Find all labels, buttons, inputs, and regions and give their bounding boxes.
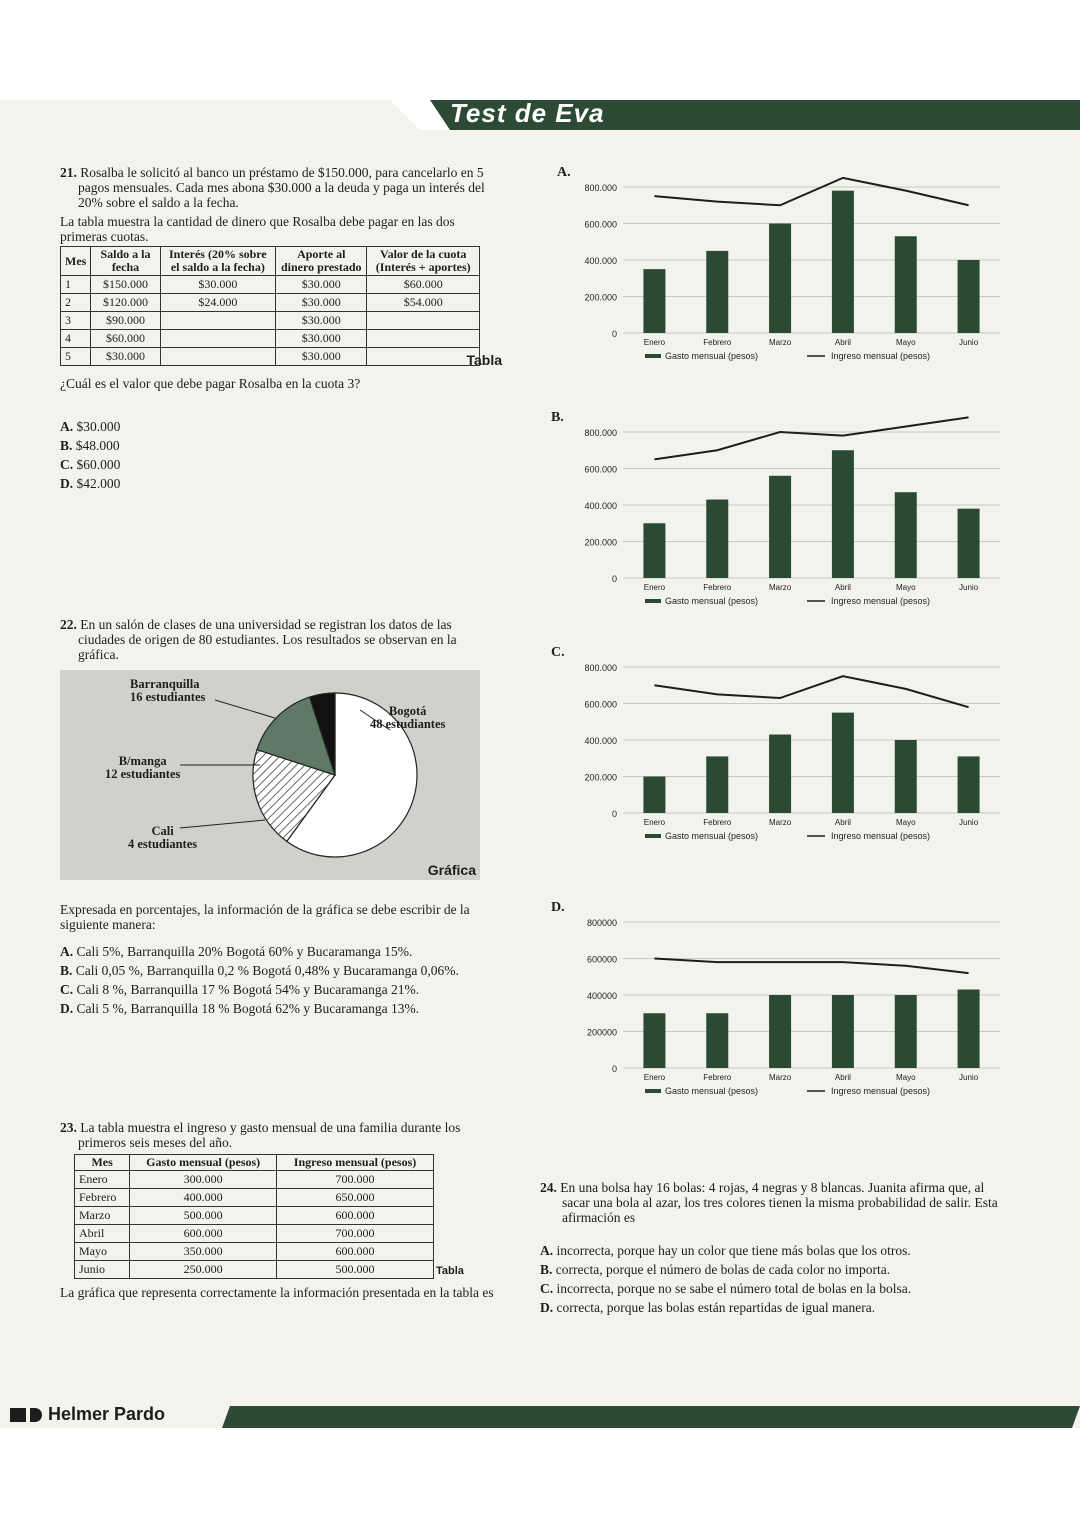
table-cell bbox=[367, 348, 480, 366]
brand-icon bbox=[10, 1408, 26, 1422]
table-row bbox=[75, 1207, 434, 1225]
question-number: 21. bbox=[60, 165, 77, 180]
table-cell: 400.000 bbox=[130, 1189, 277, 1207]
table-cell: $24.000 bbox=[160, 294, 275, 312]
option-letter: B. bbox=[60, 438, 73, 453]
x-tick-label: Abril bbox=[834, 1073, 851, 1082]
chart-option-letter: C. bbox=[551, 645, 565, 660]
table-row bbox=[75, 1243, 434, 1261]
table-cell: 250.000 bbox=[130, 1261, 277, 1279]
answer-option[interactable] bbox=[60, 982, 500, 997]
x-tick-label: Junio bbox=[959, 583, 979, 592]
answer-option[interactable] bbox=[540, 1262, 1010, 1277]
bar-line-chart bbox=[545, 410, 1015, 660]
table-cell: 4 bbox=[61, 330, 91, 348]
table-cell: Mayo bbox=[75, 1243, 130, 1261]
question-number: 23. bbox=[60, 1120, 77, 1135]
question-prompt: Expresada en porcentajes, la información de la gráfica se debe escribir de la siguiente manera: bbox=[60, 902, 470, 932]
table-cell: Junio bbox=[75, 1261, 130, 1279]
y-tick-label: 600.000 bbox=[584, 464, 617, 475]
answer-option[interactable] bbox=[60, 476, 500, 491]
bar bbox=[643, 523, 665, 578]
bar bbox=[643, 269, 665, 333]
legend-label: Ingreso mensual (pesos) bbox=[831, 831, 931, 841]
y-tick-label: 200000 bbox=[586, 1027, 617, 1038]
answer-chart-a[interactable] bbox=[545, 165, 1015, 415]
bar bbox=[832, 713, 854, 813]
y-tick-label: 800000 bbox=[586, 918, 617, 928]
pie-label-bogota: Bogotá 48 estudiantes bbox=[370, 704, 446, 731]
option-letter: A. bbox=[60, 944, 74, 959]
option-letter: A. bbox=[540, 1243, 554, 1258]
bar-line-chart bbox=[545, 645, 1015, 895]
legend-label: Gasto mensual (pesos) bbox=[665, 351, 759, 361]
option-letter: B. bbox=[540, 1262, 553, 1277]
table-row bbox=[75, 1171, 434, 1189]
table-row bbox=[61, 294, 480, 312]
x-tick-label: Marzo bbox=[768, 1073, 792, 1082]
question-text: En un salón de clases de una universidad se registran los datos de las ciudades de origen de 80 estudiantes. Los resultados se observan en la gráfica. bbox=[78, 617, 457, 662]
question-text: En una bolsa hay 16 bolas: 4 rojas, 4 negras y 8 blancas. Juanita afirma que, al sacar una bola al azar, los tres colores tienen la misma probabilidad de salir. Esta afirmación es bbox=[560, 1180, 998, 1225]
pie-chart-panel bbox=[60, 670, 480, 880]
x-tick-label: Mayo bbox=[895, 338, 916, 347]
y-tick-label: 400.000 bbox=[584, 256, 617, 266]
y-tick-label: 600.000 bbox=[584, 699, 617, 710]
x-tick-label: Enero bbox=[643, 338, 666, 347]
x-tick-label: Enero bbox=[643, 1073, 666, 1082]
answer-option[interactable] bbox=[540, 1300, 1010, 1315]
chart-option-letter: D. bbox=[551, 900, 565, 915]
x-tick-label: Abril bbox=[834, 338, 851, 347]
bar bbox=[958, 756, 980, 813]
x-tick-label: Febrero bbox=[703, 818, 732, 827]
table-cell: $54.000 bbox=[367, 294, 480, 312]
table-row bbox=[75, 1261, 434, 1279]
table-header: Ingreso mensual (pesos) bbox=[277, 1155, 434, 1171]
legend-swatch-bar bbox=[645, 834, 661, 838]
table-cell: $30.000 bbox=[276, 330, 367, 348]
answer-chart-b[interactable] bbox=[545, 410, 1015, 660]
x-tick-label: Abril bbox=[834, 583, 851, 592]
income-line bbox=[654, 417, 968, 459]
table-cell: Febrero bbox=[75, 1189, 130, 1207]
y-tick-label: 800.000 bbox=[584, 183, 617, 193]
answer-option[interactable] bbox=[60, 438, 500, 453]
y-tick-label: 0 bbox=[611, 329, 617, 339]
table-cell: 600.000 bbox=[130, 1225, 277, 1243]
table-cell: 500.000 bbox=[277, 1261, 434, 1279]
bar bbox=[706, 251, 728, 333]
bar bbox=[643, 1013, 665, 1068]
answer-option[interactable] bbox=[60, 963, 500, 978]
x-tick-label: Junio bbox=[959, 338, 979, 347]
table-cell: 600.000 bbox=[277, 1243, 434, 1261]
table-cell: 300.000 bbox=[130, 1171, 277, 1189]
question-number: 24. bbox=[540, 1180, 557, 1195]
answer-option[interactable] bbox=[60, 419, 500, 434]
option-letter: C. bbox=[540, 1281, 554, 1296]
y-tick-label: 400.000 bbox=[584, 501, 617, 511]
x-tick-label: Marzo bbox=[768, 818, 792, 827]
option-letter: A. bbox=[60, 419, 74, 434]
options-list bbox=[540, 1243, 1010, 1315]
question-number: 22. bbox=[60, 617, 77, 632]
table-cell: 700.000 bbox=[277, 1171, 434, 1189]
answer-chart-c[interactable] bbox=[545, 645, 1015, 895]
y-tick-label: 600000 bbox=[586, 954, 617, 965]
option-letter: C. bbox=[60, 457, 74, 472]
table-cell: Marzo bbox=[75, 1207, 130, 1225]
option-text: $60.000 bbox=[76, 457, 121, 472]
option-letter: B. bbox=[60, 963, 73, 978]
table-cell: 500.000 bbox=[130, 1207, 277, 1225]
table-caption: Tabla bbox=[436, 1265, 464, 1277]
table-cell: $30.000 bbox=[276, 348, 367, 366]
bar bbox=[895, 995, 917, 1068]
pie-label-barranquilla: Barranquilla 16 estudiantes bbox=[130, 677, 206, 704]
y-tick-label: 800.000 bbox=[584, 663, 617, 673]
option-text: $30.000 bbox=[76, 419, 121, 434]
bar bbox=[895, 236, 917, 333]
option-text: $42.000 bbox=[76, 476, 121, 491]
option-letter: D. bbox=[60, 1001, 74, 1016]
header-title: Test de Eva bbox=[450, 98, 605, 128]
table-cell: $150.000 bbox=[91, 276, 160, 294]
option-text: incorrecta, porque hay un color que tiene más bolas que los otros. bbox=[556, 1243, 911, 1258]
bar bbox=[958, 509, 980, 578]
table-cell bbox=[367, 330, 480, 348]
answer-option[interactable] bbox=[60, 457, 500, 472]
x-tick-label: Junio bbox=[959, 818, 979, 827]
table-header: Saldo a la fecha bbox=[91, 247, 160, 276]
table-cell: $120.000 bbox=[91, 294, 160, 312]
table-header: Gasto mensual (pesos) bbox=[130, 1155, 277, 1171]
bar bbox=[706, 1013, 728, 1068]
bar-line-chart bbox=[545, 900, 1015, 1150]
legend-swatch-bar bbox=[645, 354, 661, 358]
legend-label: Ingreso mensual (pesos) bbox=[831, 351, 931, 361]
table-cell bbox=[367, 312, 480, 330]
y-tick-label: 200.000 bbox=[584, 292, 617, 303]
answer-chart-d[interactable] bbox=[545, 900, 1015, 1150]
question-22 bbox=[60, 617, 500, 1020]
y-tick-label: 600.000 bbox=[584, 219, 617, 230]
x-tick-label: Marzo bbox=[768, 338, 792, 347]
bar bbox=[832, 191, 854, 333]
pie-leader-line bbox=[215, 700, 275, 718]
x-tick-label: Mayo bbox=[895, 818, 916, 827]
options-list bbox=[60, 944, 500, 1016]
table-cell: $60.000 bbox=[367, 276, 480, 294]
question-prompt: ¿Cuál es el valor que debe pagar Rosalba en la cuota 3? bbox=[60, 376, 361, 391]
bar bbox=[958, 990, 980, 1068]
table-cell bbox=[160, 348, 275, 366]
x-tick-label: Febrero bbox=[703, 1073, 732, 1082]
table-cell: 600.000 bbox=[277, 1207, 434, 1225]
table-caption: Tabla bbox=[466, 352, 502, 368]
y-tick-label: 0 bbox=[611, 574, 617, 584]
legend-label: Ingreso mensual (pesos) bbox=[831, 596, 931, 606]
loan-table bbox=[60, 246, 480, 366]
x-tick-label: Junio bbox=[959, 1073, 979, 1082]
income-line bbox=[654, 178, 968, 205]
table-row bbox=[75, 1189, 434, 1207]
option-text: Cali 8 %, Barranquilla 17 % Bogotá 54% y Bucaramanga 21%. bbox=[76, 982, 420, 997]
x-tick-label: Mayo bbox=[895, 1073, 916, 1082]
bar bbox=[832, 995, 854, 1068]
bar bbox=[958, 260, 980, 333]
x-tick-label: Febrero bbox=[703, 338, 732, 347]
y-tick-label: 400000 bbox=[586, 991, 617, 1001]
brand-icon bbox=[30, 1408, 42, 1422]
bar bbox=[643, 777, 665, 814]
chart-option-letter: A. bbox=[557, 165, 571, 180]
table-row bbox=[61, 312, 480, 330]
table-cell: 3 bbox=[61, 312, 91, 330]
income-table bbox=[74, 1154, 434, 1279]
option-letter: C. bbox=[60, 982, 74, 997]
y-tick-label: 200.000 bbox=[584, 772, 617, 783]
legend-label: Ingreso mensual (pesos) bbox=[831, 1086, 931, 1096]
table-cell: 650.000 bbox=[277, 1189, 434, 1207]
table-row bbox=[75, 1225, 434, 1243]
bar bbox=[769, 995, 791, 1068]
footer-brand: Helmer Pardo bbox=[10, 1404, 165, 1425]
question-prompt: La gráfica que representa correctamente la información presentada en la tabla es bbox=[60, 1285, 494, 1300]
x-tick-label: Abril bbox=[834, 818, 851, 827]
table-row bbox=[61, 348, 480, 366]
question-21 bbox=[60, 165, 500, 495]
footer-bar bbox=[222, 1406, 1080, 1428]
answer-option[interactable] bbox=[60, 944, 500, 959]
y-tick-label: 800.000 bbox=[584, 428, 617, 438]
table-cell: $30.000 bbox=[276, 276, 367, 294]
table-cell: 1 bbox=[61, 276, 91, 294]
income-line bbox=[654, 676, 968, 707]
pie-caption: Gráfica bbox=[427, 862, 476, 878]
chart-option-letter: B. bbox=[551, 410, 564, 425]
y-tick-label: 0 bbox=[611, 809, 617, 819]
table-cell: $30.000 bbox=[160, 276, 275, 294]
bar bbox=[895, 492, 917, 578]
table-header: Mes bbox=[61, 247, 91, 276]
question-24 bbox=[540, 1180, 1010, 1319]
x-tick-label: Enero bbox=[643, 583, 666, 592]
table-cell: Abril bbox=[75, 1225, 130, 1243]
table-row bbox=[61, 276, 480, 294]
y-tick-label: 400.000 bbox=[584, 736, 617, 746]
option-text: correcta, porque las bolas están repartidas de igual manera. bbox=[556, 1300, 876, 1315]
x-tick-label: Enero bbox=[643, 818, 666, 827]
option-text: Cali 5 %, Barranquilla 18 % Bogotá 62% y Bucaramanga 13%. bbox=[76, 1001, 420, 1016]
option-text: incorrecta, porque no se sabe el número total de bolas en la bolsa. bbox=[556, 1281, 912, 1296]
legend-swatch-bar bbox=[645, 599, 661, 603]
options-list bbox=[60, 419, 500, 491]
table-header: Mes bbox=[75, 1155, 130, 1171]
bar bbox=[769, 476, 791, 578]
option-letter: D. bbox=[60, 476, 74, 491]
table-header: Interés (20% sobre el saldo a la fecha) bbox=[160, 247, 275, 276]
answer-option[interactable] bbox=[540, 1243, 1010, 1258]
pie-label-cali: Cali 4 estudiantes bbox=[128, 824, 198, 851]
bar bbox=[706, 500, 728, 578]
table-cell: $60.000 bbox=[91, 330, 160, 348]
bar bbox=[895, 740, 917, 813]
legend-label: Gasto mensual (pesos) bbox=[665, 831, 759, 841]
table-header: Aporte al dinero prestado bbox=[276, 247, 367, 276]
table-cell: 700.000 bbox=[277, 1225, 434, 1243]
table-cell: 5 bbox=[61, 348, 91, 366]
table-cell: 2 bbox=[61, 294, 91, 312]
question-23 bbox=[60, 1120, 500, 1300]
answer-option[interactable] bbox=[60, 1001, 500, 1016]
question-text: Rosalba le solicitó al banco un préstamo de $150.000, para cancelarlo en 5 pagos mensuales. Cada mes abona $30.000 a la deuda y paga un interés del 20% sobre el saldo a la fecha. bbox=[78, 165, 485, 210]
legend-swatch-bar bbox=[645, 1089, 661, 1093]
y-tick-label: 200.000 bbox=[584, 537, 617, 548]
question-text: La tabla muestra el ingreso y gasto mensual de una familia durante los primeros seis meses del año. bbox=[78, 1120, 461, 1150]
pie-label-bmanga: B/manga 12 estudiantes bbox=[105, 754, 181, 781]
answer-option[interactable] bbox=[540, 1281, 1010, 1296]
y-tick-label: 0 bbox=[611, 1064, 617, 1074]
legend-label: Gasto mensual (pesos) bbox=[665, 1086, 759, 1096]
bar bbox=[706, 756, 728, 813]
x-tick-label: Marzo bbox=[768, 583, 792, 592]
income-line bbox=[654, 959, 968, 974]
table-cell: $30.000 bbox=[276, 312, 367, 330]
option-text: Cali 5%, Barranquilla 20% Bogotá 60% y Bucaramanga 15%. bbox=[76, 944, 413, 959]
table-cell: $30.000 bbox=[276, 294, 367, 312]
bar bbox=[769, 224, 791, 334]
table-cell bbox=[160, 312, 275, 330]
x-tick-label: Febrero bbox=[703, 583, 732, 592]
legend-label: Gasto mensual (pesos) bbox=[665, 596, 759, 606]
bar bbox=[769, 735, 791, 813]
option-text: correcta, porque el número de bolas de cada color no importa. bbox=[555, 1262, 891, 1277]
table-header: Valor de la cuota (Interés + aportes) bbox=[367, 247, 480, 276]
table-cell: Enero bbox=[75, 1171, 130, 1189]
option-text: Cali 0,05 %, Barranquilla 0,2 % Bogotá 0,48% y Bucaramanga 0,06%. bbox=[75, 963, 459, 978]
option-letter: D. bbox=[540, 1300, 554, 1315]
table-row bbox=[61, 330, 480, 348]
table-cell bbox=[160, 330, 275, 348]
table-intro: La tabla muestra la cantidad de dinero que Rosalba debe pagar en las dos primeras cuotas. bbox=[60, 214, 455, 244]
table-cell: $90.000 bbox=[91, 312, 160, 330]
table-cell: $30.000 bbox=[91, 348, 160, 366]
x-tick-label: Mayo bbox=[895, 583, 916, 592]
option-text: $48.000 bbox=[75, 438, 120, 453]
table-cell: 350.000 bbox=[130, 1243, 277, 1261]
bar-line-chart bbox=[545, 165, 1015, 415]
bar bbox=[832, 450, 854, 578]
